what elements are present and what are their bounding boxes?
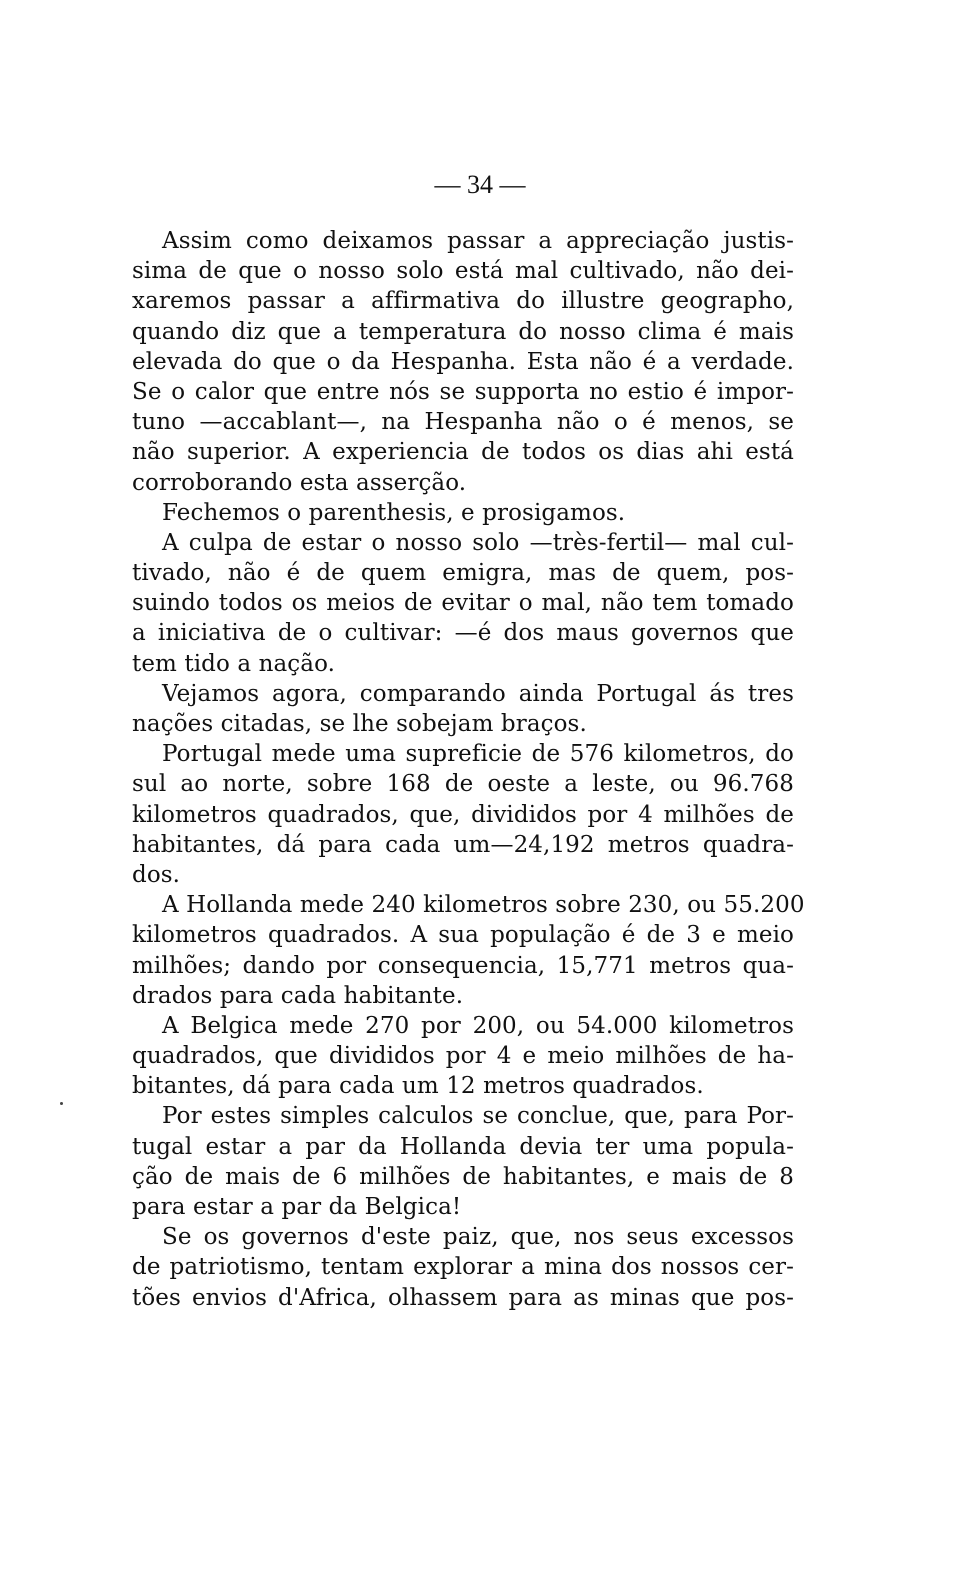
text-line: quando diz que a temperatura do nosso clima é mais: [132, 318, 794, 345]
text-line: drados para cada habitante.: [132, 982, 464, 1009]
text-line: sima de que o nosso solo está mal cultivado, não dei-: [132, 258, 794, 285]
text-line: elevada do que o da Hespanha. Esta não é a verdade.: [132, 348, 794, 375]
text-line: a iniciativa de o cultivar: —é dos maus governos que: [132, 620, 794, 647]
text-line: não superior. A experiencia de todos os dias ahi está: [132, 439, 794, 466]
text-line: ção de mais de 6 milhões de habitantes, e mais de 8: [132, 1163, 794, 1190]
text-line: Portugal mede uma supreficie de 576 kilometros, do: [162, 741, 794, 768]
text-line: nações citadas, se lhe sobejam braços.: [132, 711, 587, 737]
text-line: Assim como deixamos passar a appreciação justis-: [162, 228, 794, 254]
text-line: tem tido a nação.: [132, 650, 336, 677]
text-line: tugal estar a par da Hollanda devia ter uma popula-: [132, 1133, 794, 1160]
stray-mark: [60, 1102, 63, 1105]
text-line: A Hollanda mede 240 kilometros sobre 230, ou 55.200: [162, 892, 805, 919]
text-line: milhões; dando por consequencia, 15,771 metros qua-: [132, 952, 794, 979]
text-line: kilometros quadrados. A sua população é de 3 e meio: [132, 922, 794, 949]
text-line: para estar a par da Belgica!: [132, 1194, 462, 1220]
text-line: sul ao norte, sobre 168 de oeste a leste, ou 96.768: [132, 771, 794, 798]
text-line: habitantes, dá para cada um—24,192 metros quadra-: [132, 831, 794, 858]
page-number: — 34 —: [434, 170, 526, 199]
text-line: Por estes simples calculos se conclue, que, para Por-: [162, 1103, 794, 1130]
text-line: de patriotismo, tentam explorar a mina dos nossos cer-: [132, 1254, 794, 1281]
text-line: quadrados, que divididos por 4 e meio milhões de ha-: [132, 1043, 794, 1070]
text-line: Fechemos o parenthesis, e prosigamos.: [162, 499, 626, 526]
text-line: A Belgica mede 270 por 200, ou 54.000 kilometros: [162, 1012, 794, 1039]
text-line: Se os governos d'este paiz, que, nos seus excessos: [162, 1224, 794, 1251]
text-line: corroborando esta asserção.: [132, 469, 467, 496]
text-line: kilometros quadrados, que, divididos por 4 milhões de: [132, 801, 794, 828]
text-line: Vejamos agora, comparando ainda Portugal ás tres: [162, 680, 794, 707]
body-text: [132, 226, 805, 1313]
text-line: bitantes, dá para cada um 12 metros quadrados.: [132, 1073, 704, 1100]
text-line: tivado, não é de quem emigra, mas de quem, pos-: [132, 560, 794, 587]
text-line: dos.: [132, 861, 181, 888]
text-line: suindo todos os meios de evitar o mal, não tem tomado: [132, 590, 794, 617]
text-line: A culpa de estar o nosso solo —très-fertil— mal cul-: [162, 529, 794, 556]
text-line: tuno —accablant—, na Hespanha não o é menos, se: [132, 409, 794, 436]
text-line: Se o calor que entre nós se supporta no estio é impor-: [132, 378, 794, 405]
text-line: xaremos passar a affirmativa do illustre geographo,: [132, 288, 794, 315]
text-line: tões envios d'Africa, olhassem para as minas que pos-: [132, 1284, 794, 1311]
